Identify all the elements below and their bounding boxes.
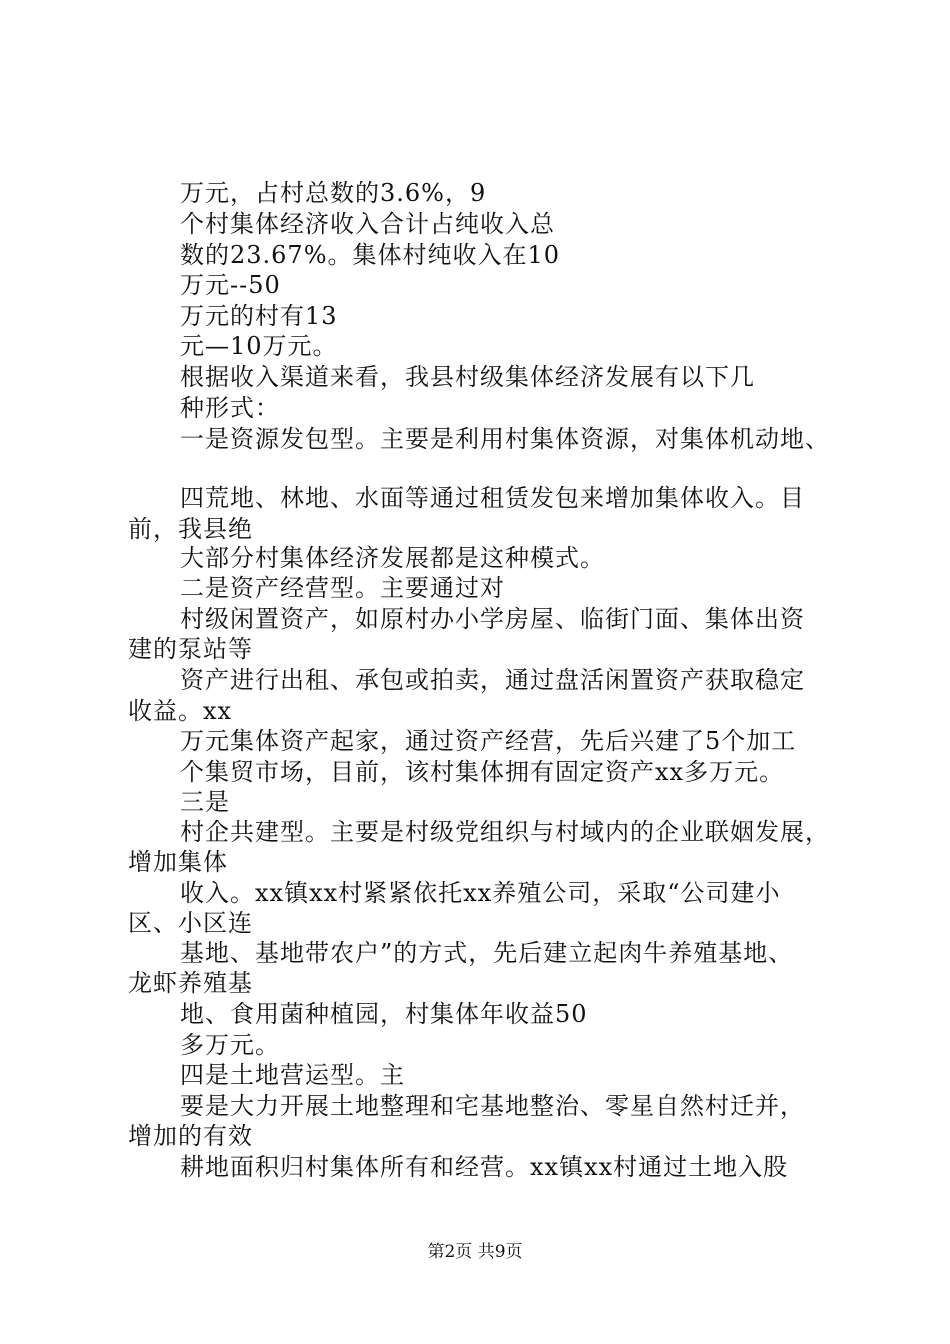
text-line: 三是 (180, 788, 230, 816)
text-line: 收益。xx (128, 697, 233, 725)
text-line: 元—10万元。 (180, 332, 338, 360)
text-line: 个集贸市场，目前，该村集体拥有固定资产xx多万元。 (180, 758, 785, 786)
page-number-footer: 第2页 共9页 (427, 1242, 523, 1262)
text-line: 耕地面积归村集体所有和经营。xx镇xx村通过土地入股 (180, 1153, 789, 1181)
text-line: 万元--50 (180, 271, 281, 299)
text-line: 村企共建型。主要是村级党组织与村域内的企业联姻发展， (180, 818, 830, 846)
text-line: 收入。xx镇xx村紧紧依托xx养殖公司，采取“公司建小 (180, 879, 781, 907)
text-line: 建的泵站等 (128, 635, 253, 663)
text-line: 数的23.67%。集体村纯收入在10 (180, 241, 561, 269)
text-line: 万元集体资产起家，通过资产经营，先后兴建了5个加工 (180, 727, 797, 755)
text-line: 区、小区连 (128, 909, 253, 937)
text-line: 多万元。 (180, 1031, 280, 1059)
text-line: 根据收入渠道来看，我县村级集体经济发展有以下几 (180, 363, 755, 391)
text-line: 资产进行出租、承包或拍卖，通过盘活闲置资产获取稳定 (180, 666, 805, 694)
text-line: 基地、基地带农户”的方式，先后建立起肉牛养殖基地、 (180, 939, 794, 967)
text-line: 种形式： (180, 394, 280, 422)
text-line: 地、食用菌种植园，村集体年收益50 (180, 1000, 588, 1028)
text-line: 四荒地、林地、水面等通过租赁发包来增加集体收入。目 (180, 484, 805, 512)
text-line: 万元，占村总数的3.6%，9 (180, 179, 487, 207)
text-line: 增加集体 (128, 848, 228, 876)
text-line: 个村集体经济收入合计占纯收入总 (180, 210, 555, 238)
text-line: 龙虾养殖基 (128, 969, 253, 997)
text-line: 大部分村集体经济发展都是这种模式。 (180, 544, 605, 572)
text-line: 前，我县绝 (128, 515, 253, 543)
text-line: 增加的有效 (128, 1122, 253, 1150)
text-line: 村级闲置资产，如原村办小学房屋、临街门面、集体出资 (180, 605, 805, 633)
text-line: 要是大力开展土地整理和宅基地整治、零星自然村迁并， (180, 1092, 805, 1120)
text-line: 一是资源发包型。主要是利用村集体资源，对集体机动地、 (180, 425, 830, 453)
text-line: 四是土地营运型。主 (180, 1061, 405, 1089)
text-line: 二是资产经营型。主要通过对 (180, 574, 505, 602)
text-line: 万元的村有13 (180, 302, 338, 330)
